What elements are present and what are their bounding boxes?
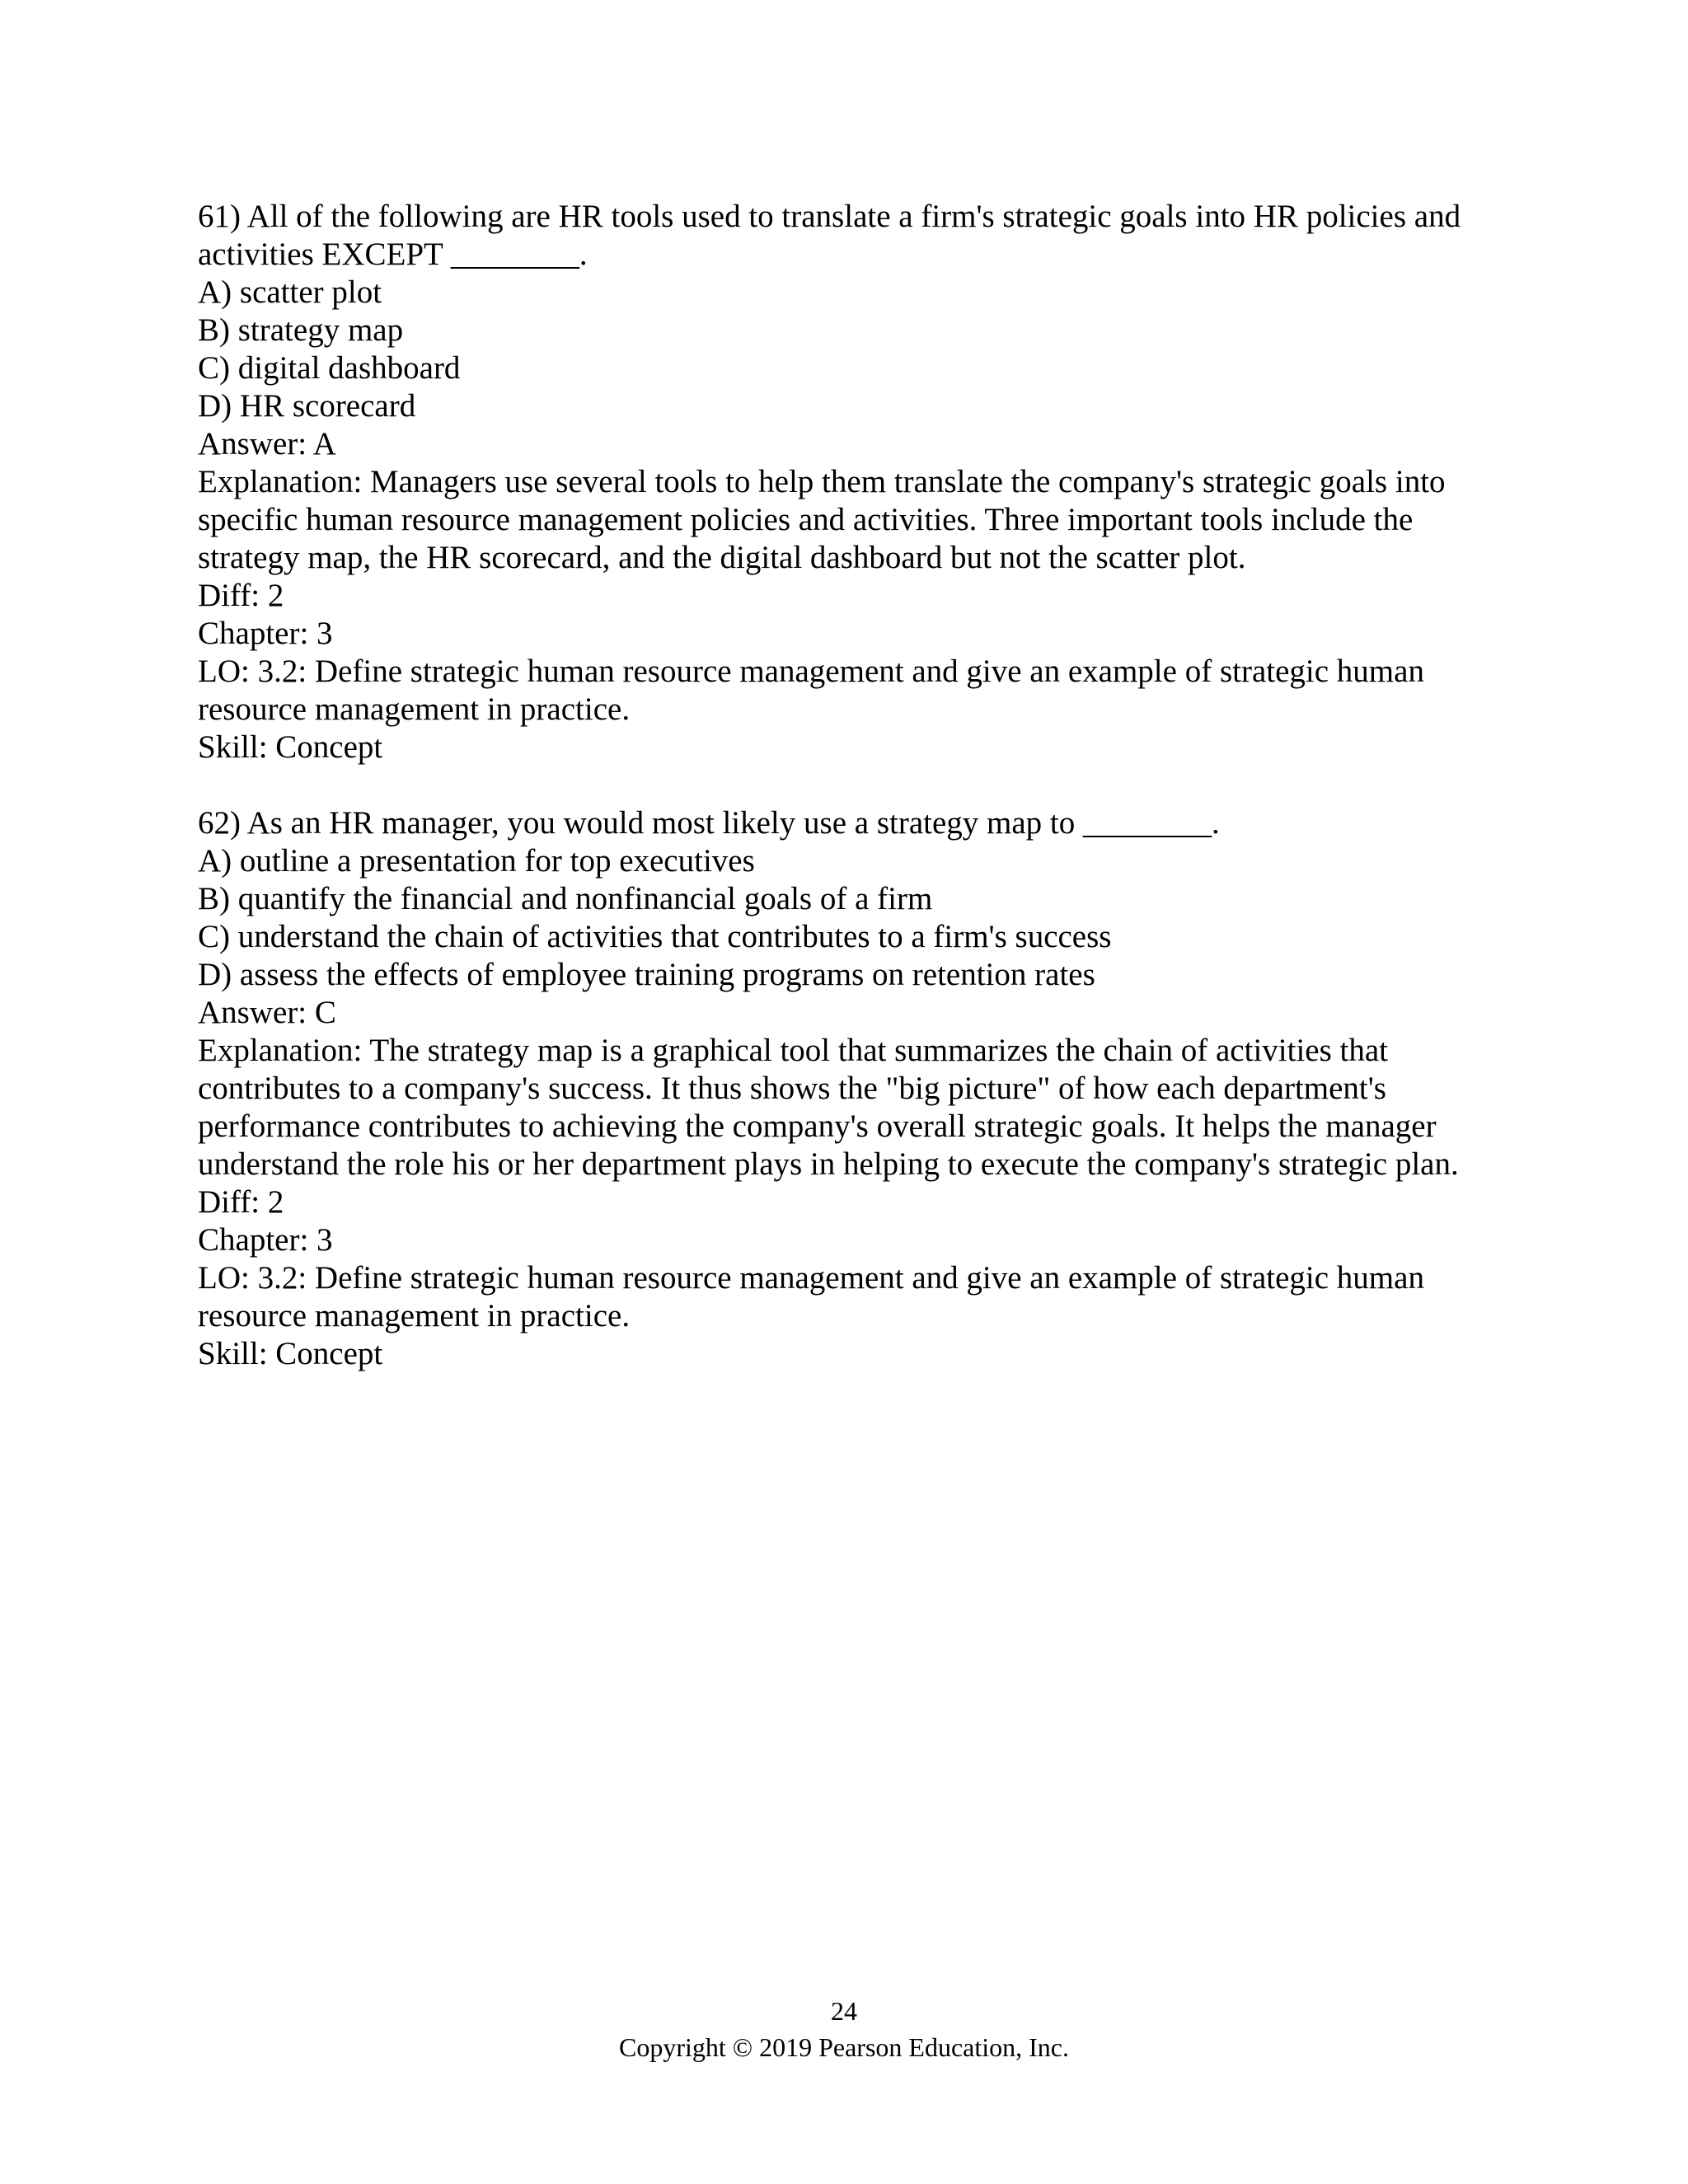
- skill: Skill: Concept: [198, 1336, 383, 1371]
- learning-objective: LO: 3.2: Define strategic human resource management and give an example of strategic human resource management in practice.: [198, 654, 1424, 727]
- answer: Answer: A: [198, 426, 336, 462]
- option-d: D) assess the effects of employee training programs on retention rates: [198, 957, 1095, 992]
- option-d: D) HR scorecard: [198, 388, 416, 424]
- chapter: Chapter: 3: [198, 1222, 333, 1258]
- learning-objective: LO: 3.2: Define strategic human resource management and give an example of strategic human resource management in practice.: [198, 1260, 1424, 1333]
- option-c: C) digital dashboard: [198, 350, 461, 386]
- answer: Answer: C: [198, 995, 336, 1030]
- question-stem: 61) All of the following are HR tools used to translate a firm's strategic goals into HR policies and activities EXCEPT ________.: [198, 199, 1461, 272]
- question-stem: 62) As an HR manager, you would most likely use a strategy map to ________.: [198, 805, 1220, 841]
- question-62: [198, 804, 1500, 1373]
- question-61: [198, 198, 1500, 766]
- copyright-notice: Copyright © 2019 Pearson Education, Inc.: [619, 2032, 1069, 2062]
- difficulty: Diff: 2: [198, 1184, 284, 1220]
- page-number: 24: [831, 1996, 857, 2026]
- explanation: Explanation: The strategy map is a graphical tool that summarizes the chain of activities that contributes to a company's success. It thus shows the "big picture" of how each department's performance contributes to achieving the company's overall strategic goals. It helps the manager understand the role his or her department plays in helping to execute the company's strategic plan.: [198, 1033, 1459, 1182]
- option-b: B) quantify the financial and nonfinancial goals of a firm: [198, 881, 933, 916]
- option-c: C) understand the chain of activities that contributes to a firm's success: [198, 919, 1112, 954]
- skill: Skill: Concept: [198, 729, 383, 765]
- difficulty: Diff: 2: [198, 578, 284, 613]
- chapter: Chapter: 3: [198, 616, 333, 651]
- option-b: B) strategy map: [198, 312, 404, 348]
- question-list: [198, 198, 1500, 1373]
- explanation: Explanation: Managers use several tools to help them translate the company's strategic goals into specific human resource management policies and activities. Three important tools include the strategy map, the HR scorecard, and the digital dashboard but not the scatter plot.: [198, 464, 1446, 575]
- option-a: A) outline a presentation for top executives: [198, 843, 755, 879]
- option-a: A) scatter plot: [198, 274, 382, 310]
